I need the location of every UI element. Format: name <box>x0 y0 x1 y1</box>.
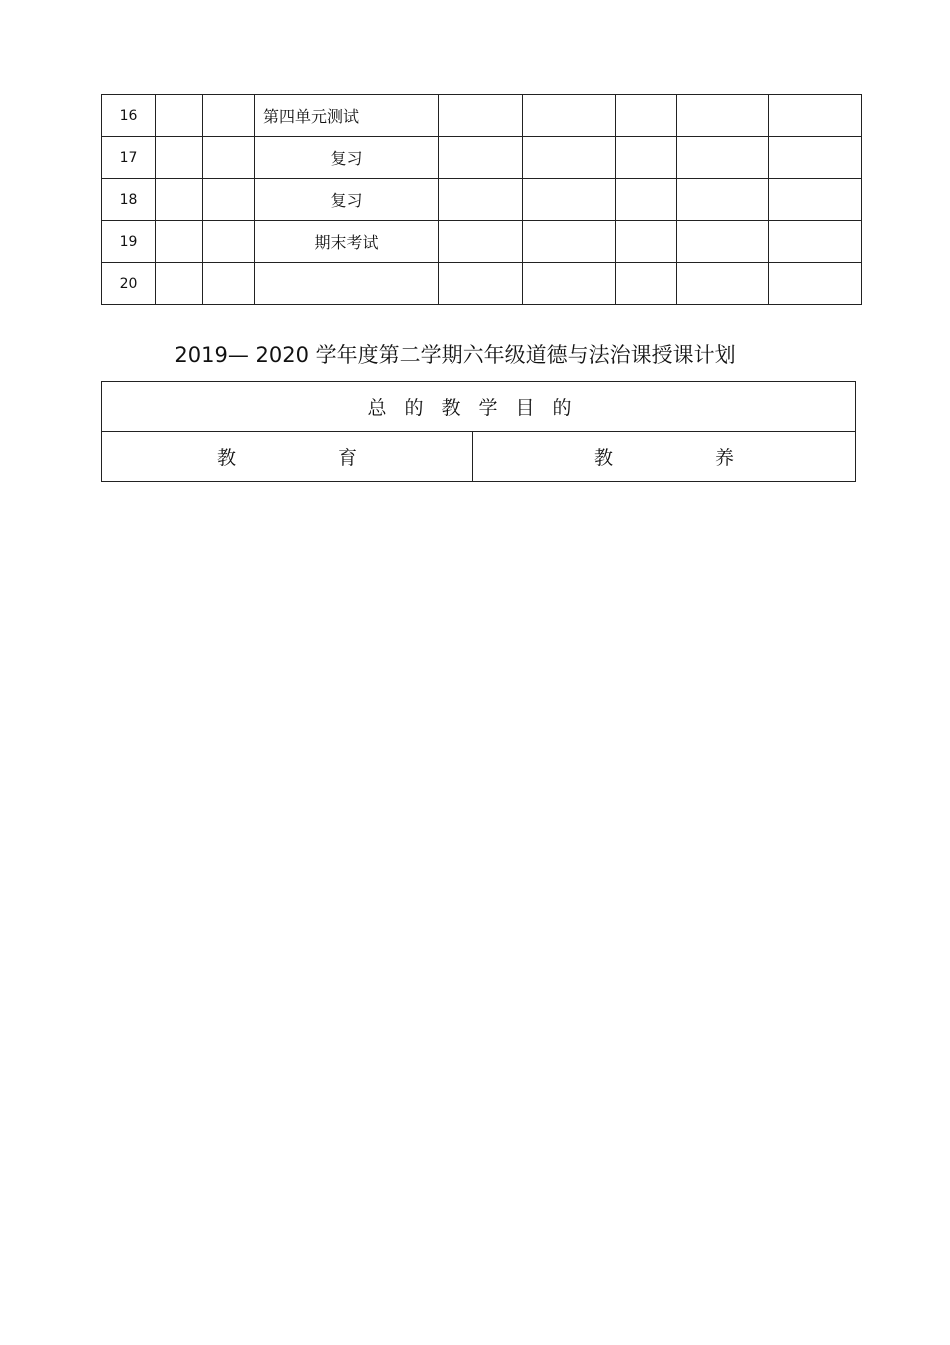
education-label-char: 育 <box>337 447 357 469</box>
empty-cell <box>523 95 616 137</box>
table-row <box>102 432 856 482</box>
week-number-cell: 18 <box>102 179 156 221</box>
education-label <box>217 443 357 470</box>
empty-cell <box>156 95 203 137</box>
lesson-content-cell: 期末考试 <box>255 221 439 263</box>
empty-cell <box>769 263 862 305</box>
cultivation-label <box>594 443 734 470</box>
empty-cell <box>616 137 677 179</box>
goals-header-cell <box>102 382 856 432</box>
empty-cell <box>156 137 203 179</box>
education-label-char: 教 <box>217 447 237 469</box>
week-number-cell: 17 <box>102 137 156 179</box>
week-number-cell: 16 <box>102 95 156 137</box>
empty-cell <box>769 95 862 137</box>
empty-cell <box>203 95 255 137</box>
goals-header-label: 总的教学目的 <box>367 397 590 419</box>
empty-cell <box>156 179 203 221</box>
empty-cell <box>677 137 769 179</box>
empty-cell <box>523 137 616 179</box>
week-number-cell: 20 <box>102 263 156 305</box>
empty-cell <box>616 179 677 221</box>
empty-cell <box>677 95 769 137</box>
empty-cell <box>439 263 523 305</box>
empty-cell <box>769 137 862 179</box>
empty-cell <box>677 179 769 221</box>
cultivation-header-cell <box>473 432 856 482</box>
empty-cell <box>203 137 255 179</box>
cultivation-label-char: 教 <box>594 447 614 469</box>
schedule-table <box>101 94 862 305</box>
education-header-cell <box>102 432 473 482</box>
lesson-content-cell: 第四单元测试 <box>255 95 439 137</box>
table-row <box>102 95 862 137</box>
empty-cell <box>616 263 677 305</box>
table-row <box>102 382 856 432</box>
empty-cell <box>156 263 203 305</box>
empty-cell <box>616 221 677 263</box>
table-row <box>102 137 862 179</box>
lesson-content-cell <box>255 263 439 305</box>
empty-cell <box>439 221 523 263</box>
empty-cell <box>677 221 769 263</box>
empty-cell <box>203 263 255 305</box>
empty-cell <box>439 137 523 179</box>
empty-cell <box>769 221 862 263</box>
week-number-cell: 19 <box>102 221 156 263</box>
empty-cell <box>523 263 616 305</box>
empty-cell <box>616 95 677 137</box>
lesson-content-cell: 复习 <box>255 179 439 221</box>
table-row <box>102 179 862 221</box>
empty-cell <box>156 221 203 263</box>
empty-cell <box>769 179 862 221</box>
empty-cell <box>439 95 523 137</box>
empty-cell <box>203 179 255 221</box>
table-row <box>102 221 862 263</box>
empty-cell <box>439 179 523 221</box>
table-row <box>102 263 862 305</box>
lesson-content-cell: 复习 <box>255 137 439 179</box>
empty-cell <box>523 179 616 221</box>
teaching-goals-table <box>101 381 856 482</box>
empty-cell <box>523 221 616 263</box>
empty-cell <box>677 263 769 305</box>
empty-cell <box>203 221 255 263</box>
cultivation-label-char: 养 <box>714 447 734 469</box>
plan-title: 2019— 2020 学年度第二学期六年级道德与法治课授课计划 <box>174 343 736 367</box>
